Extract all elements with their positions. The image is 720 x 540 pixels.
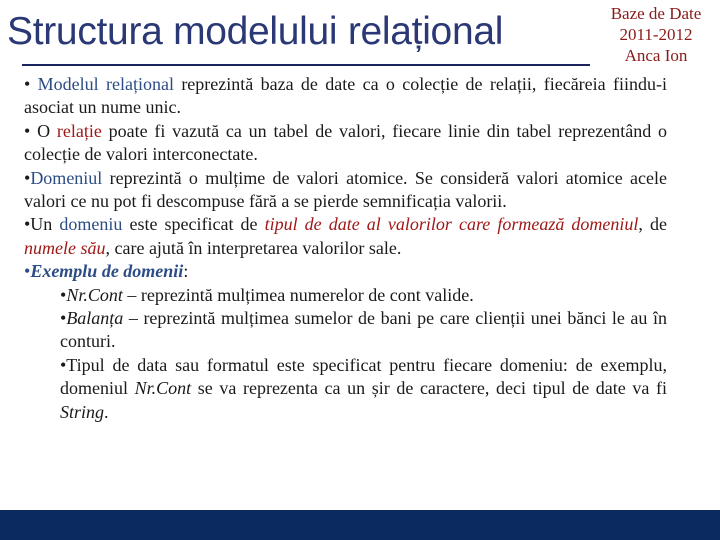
paragraph-relational-model <box>24 73 667 120</box>
paragraph-text: – reprezintă mulțimea sumelor de bani pe care clienții unei bănci le au în conturi. <box>60 308 667 352</box>
paragraph-text: poate fi vazută ca un tabel de valori, fiecare linie din tabel reprezentând o colecție de valori interconectate. <box>24 120 667 165</box>
author-name: Anca Ion <box>624 46 688 65</box>
paragraph-text: reprezintă baza de date ca o colecție de relații, fiecăreia fiindu-i asociat un nume unic. <box>24 74 667 118</box>
paragraph-text: – reprezintă mulțimea numerelor de cont valide. <box>122 284 474 305</box>
title-underline <box>22 64 590 66</box>
paragraph-text: se va reprezenta ca un șir de caractere, deci tipul de date va fi <box>191 378 667 399</box>
slide-title: Structura modelului relațional <box>7 10 504 53</box>
course-year: 2011-2012 <box>619 25 693 44</box>
emphasis-name: numele său <box>24 237 106 258</box>
bullet: • <box>60 308 67 329</box>
slide-body <box>24 73 667 424</box>
term-domain: Domeniul <box>30 167 103 188</box>
paragraph-text: reprezintă o mulțime de valori atomice. Se consideră valori atomice acele valori ce nu pot fi descompuse fără a se pierde semnificația valorii. <box>24 167 667 212</box>
paragraph-examples <box>24 260 667 283</box>
bullet: • <box>24 74 38 94</box>
example-nr-cont <box>60 284 667 307</box>
paragraph-text: •Tipul de data sau formatul este specificat pentru fiecare domeniu: de exemplu, domeniul <box>60 354 667 399</box>
term-nr-cont: Nr.Cont <box>66 284 123 305</box>
term-examples: Exemplu de domenii <box>30 261 184 282</box>
course-name: Baze de Date <box>610 4 702 23</box>
paragraph-domain <box>24 167 667 214</box>
paragraph-text: . <box>104 401 109 422</box>
example-balanta <box>60 307 667 354</box>
paragraph-text: : <box>183 261 189 282</box>
bullet: • <box>24 261 31 282</box>
term-relation: relație <box>56 120 102 141</box>
paragraph-text: este specificat de <box>122 214 265 235</box>
bullet: • O <box>24 120 57 141</box>
paragraph-text: , de <box>638 214 667 235</box>
example-data-type <box>60 354 667 424</box>
paragraph-domain-spec <box>24 213 667 260</box>
emphasis-data-type: tipul de date al valorilor care formează domeniul <box>264 214 639 235</box>
term-balanta: Balanța <box>66 308 124 329</box>
term-string: String <box>60 401 105 422</box>
term-domain: domeniu <box>59 214 123 235</box>
term-nr-cont: Nr.Cont <box>134 378 192 399</box>
course-info <box>596 3 716 66</box>
term-relational-model: Modelul relațional <box>37 74 174 94</box>
bullet: • <box>24 167 31 188</box>
bullet: •Un <box>24 214 60 235</box>
footer-bar <box>0 510 720 540</box>
bullet: • <box>60 284 67 305</box>
paragraph-text: , care ajută în interpretarea valorilor sale. <box>105 237 402 258</box>
paragraph-relation <box>24 120 667 167</box>
